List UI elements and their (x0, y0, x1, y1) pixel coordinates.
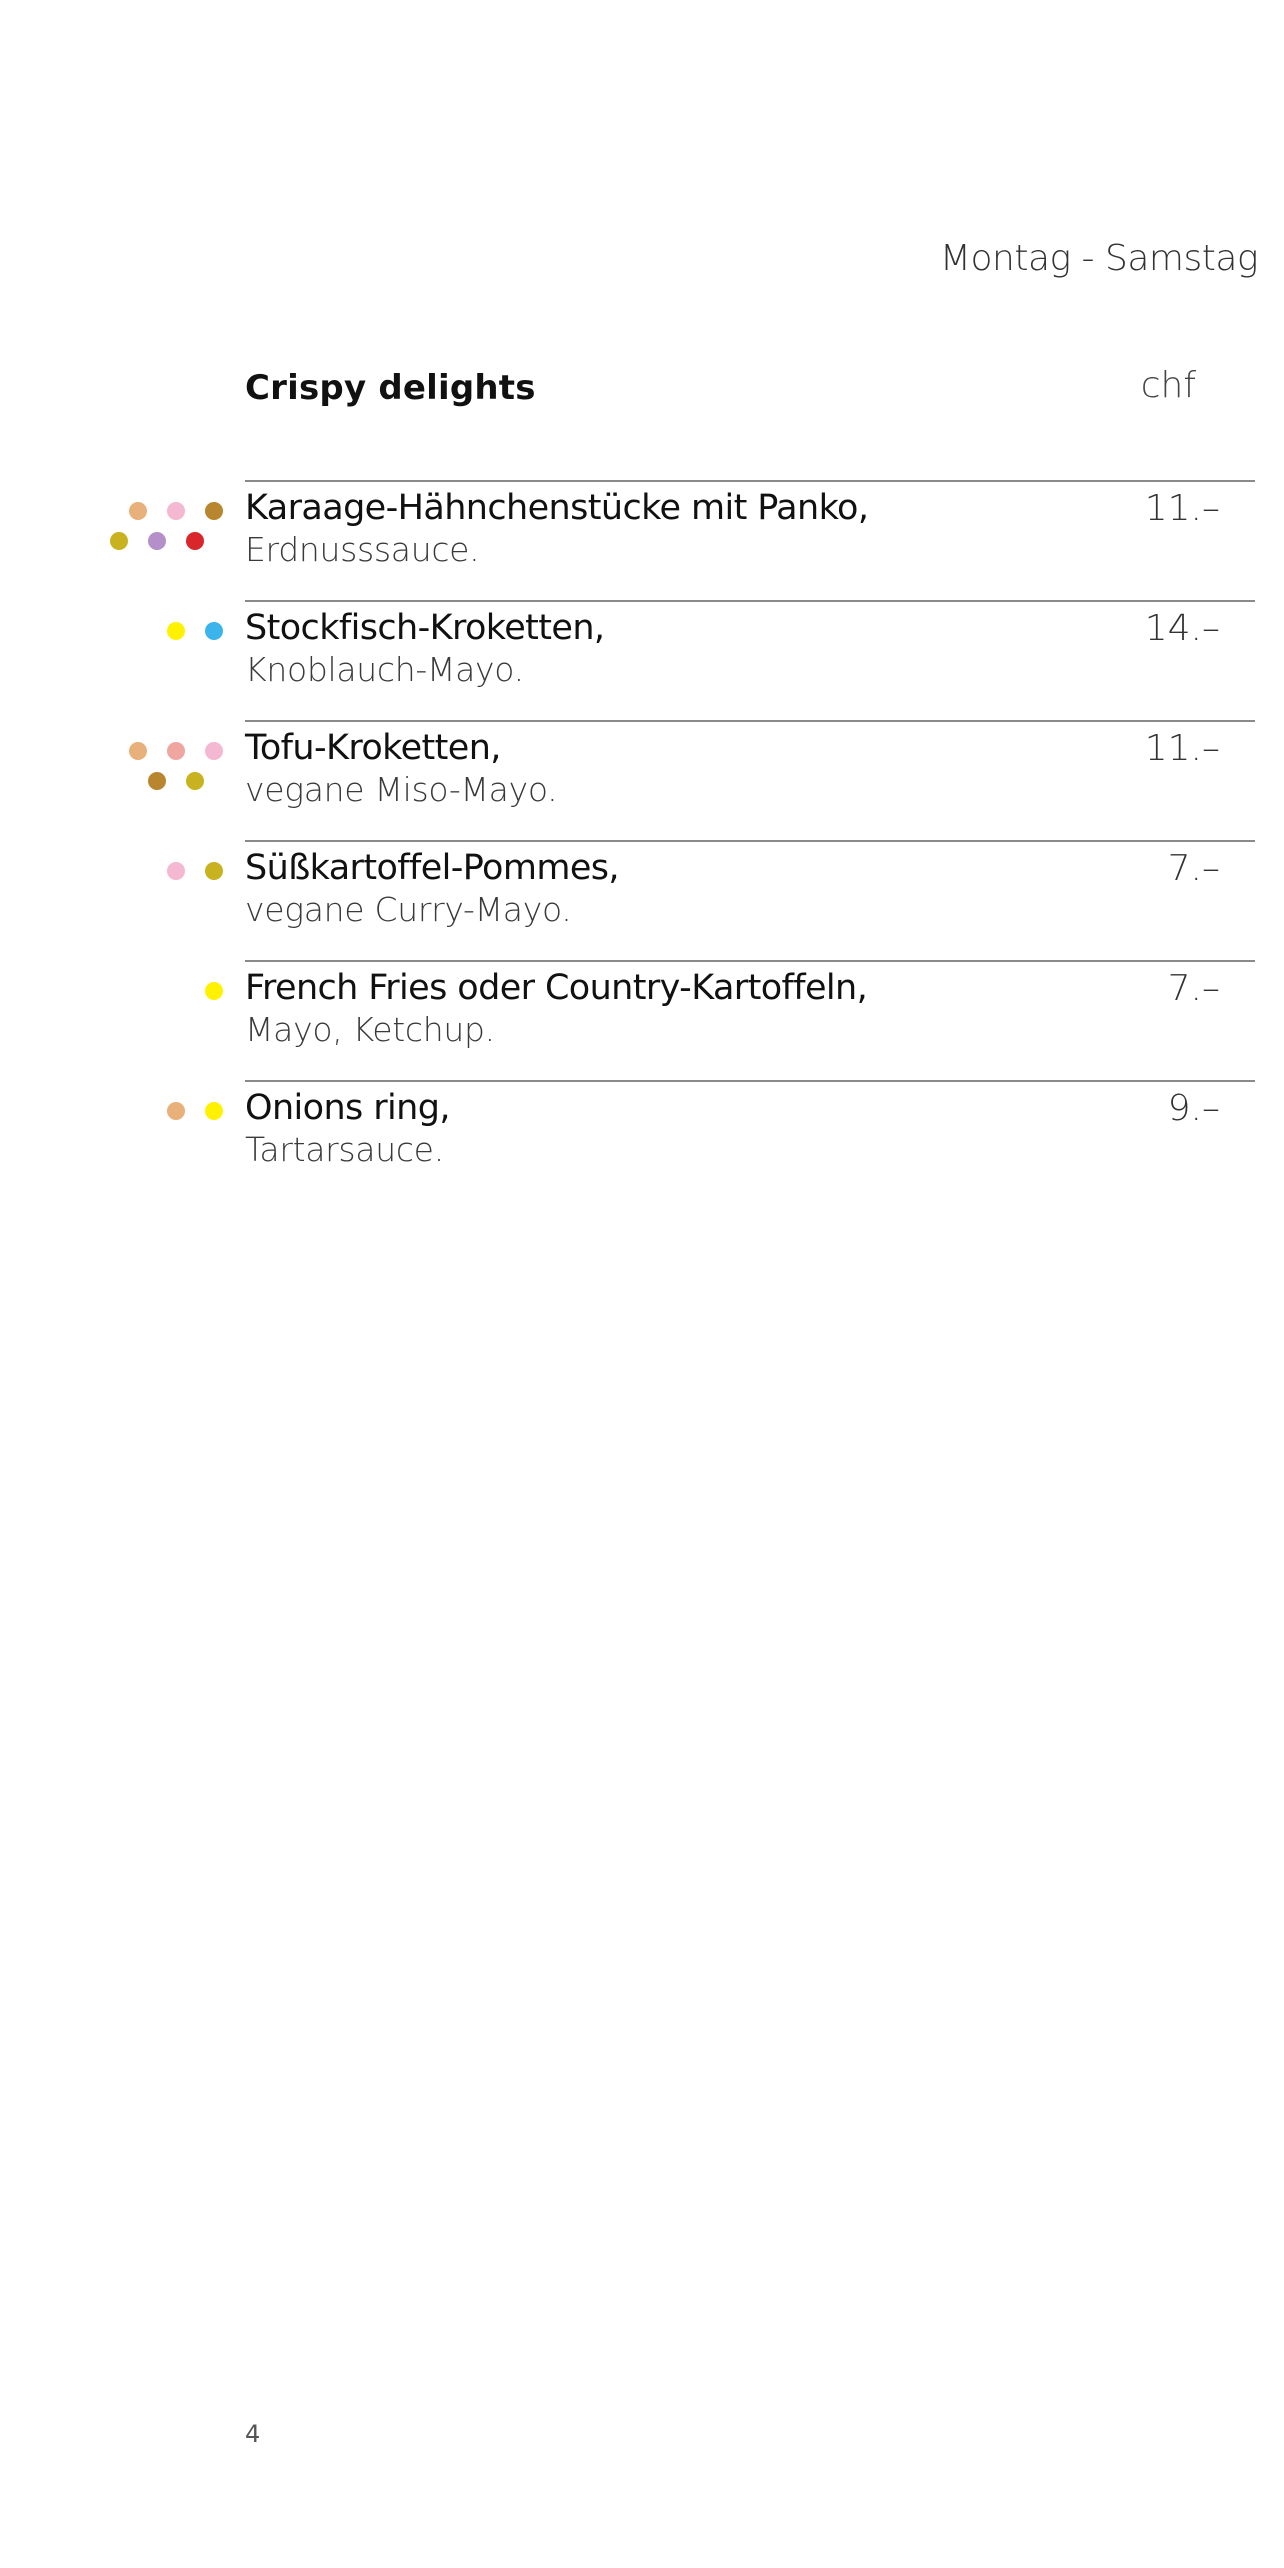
menu-item-name: Stockfisch-Kroketten, (245, 608, 605, 648)
allergen-dot (167, 622, 185, 640)
currency-label: chf (1140, 365, 1196, 406)
allergen-dots (83, 742, 223, 802)
menu-item-description: vegane Miso-Mayo. (245, 770, 558, 809)
menu-item-description: Knoblauch-Mayo. (245, 650, 524, 689)
allergen-dots (83, 982, 223, 1012)
menu-item-name: Onions ring, (245, 1088, 450, 1128)
allergen-dot (205, 982, 223, 1000)
allergen-dots (83, 862, 223, 892)
allergen-dot (129, 742, 147, 760)
allergen-dot (167, 1102, 185, 1120)
menu-item-name: Tofu-Kroketten, (245, 728, 501, 768)
menu-item-price: 9.– (1167, 1088, 1220, 1129)
allergen-dot (167, 742, 185, 760)
page-number: 4 (245, 2420, 261, 2448)
menu-list (245, 480, 1255, 1200)
allergen-dots (83, 1102, 223, 1132)
allergen-dot (186, 772, 204, 790)
allergen-dot (205, 1102, 223, 1120)
allergen-dot (205, 862, 223, 880)
menu-item-name: French Fries oder Country-Kartoffeln, (245, 968, 868, 1008)
allergen-dot (167, 502, 185, 520)
menu-item (245, 1080, 1255, 1200)
allergen-dot (148, 532, 166, 550)
allergen-dot (129, 502, 147, 520)
allergen-dot (205, 502, 223, 520)
menu-item (245, 600, 1255, 720)
menu-item-description: Erdnusssauce. (245, 530, 480, 569)
menu-item-price: 11.– (1144, 728, 1220, 769)
allergen-dot (205, 622, 223, 640)
menu-item (245, 960, 1255, 1080)
menu-item-price: 7.– (1167, 968, 1220, 1009)
menu-item-name: Süßkartoffel-Pommes, (245, 848, 619, 888)
menu-item (245, 840, 1255, 960)
allergen-dots (83, 502, 223, 562)
allergen-dots (83, 622, 223, 652)
allergen-dot (167, 862, 185, 880)
section-title: Crispy delights (245, 368, 536, 408)
menu-item-price: 7.– (1167, 848, 1220, 889)
menu-item-description: vegane Curry-Mayo. (245, 890, 572, 929)
menu-item-price: 11.– (1144, 488, 1220, 529)
menu-item-description: Mayo, Ketchup. (245, 1010, 495, 1049)
allergen-dot (110, 532, 128, 550)
menu-item (245, 720, 1255, 840)
menu-item-price: 14.– (1144, 608, 1220, 649)
allergen-dot (186, 532, 204, 550)
opening-days: Montag - Samstag (939, 238, 1258, 279)
allergen-dot (205, 742, 223, 760)
allergen-dot (148, 772, 166, 790)
menu-item (245, 480, 1255, 600)
menu-item-name: Karaage-Hähnchenstücke mit Panko, (245, 488, 869, 528)
menu-item-description: Tartarsauce. (245, 1130, 444, 1169)
